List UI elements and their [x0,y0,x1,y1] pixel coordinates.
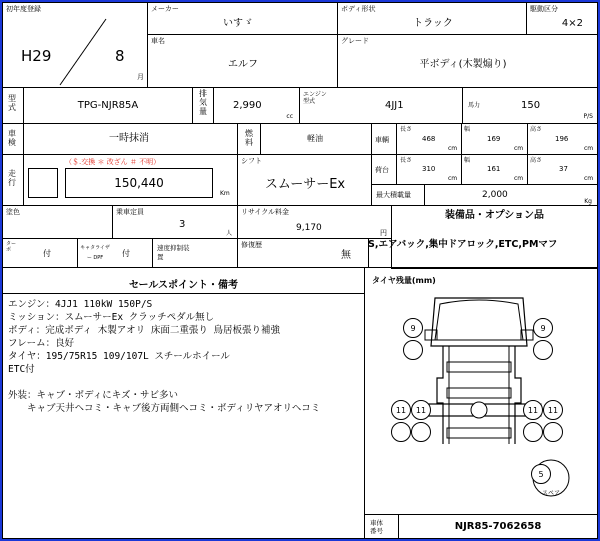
vehicle-length-unit: cm [448,145,458,152]
body-shape-label: ボディ形状 [341,5,376,13]
truck-chassis-diagram [365,268,597,514]
horsepower-value: 150 [521,100,541,111]
mileage-label: 走行 [8,169,16,187]
chassis-value: NJR85-7062658 [454,521,542,532]
engine-model-label: エンジン型式 [303,91,327,105]
first-registration-cell [2,2,148,88]
cargo-length-label: 長さ [400,157,413,164]
tire-front-left-ghost [403,340,423,360]
catalyzer-cell [77,238,153,268]
vehicle-length-value: 468 [422,135,436,143]
inspection-label: 車検 [8,129,16,147]
cargo-height-unit: cm [584,175,594,182]
cargo-width-value: 161 [487,165,501,173]
model-label: 型式 [8,94,16,112]
vehicle-height-label: 高さ [530,126,543,133]
cargo-height-value: 37 [559,165,568,173]
first-registration-era-year: H29 [21,47,52,65]
fuel-cell [237,123,372,155]
vehicle-dims-label: 車輌 [375,136,389,144]
horsepower-unit: P/S [583,113,593,120]
sales-point-line: タイヤ：195/75R15 109/107L スチールホイール [8,351,230,362]
vehicle-width-unit: cm [514,145,524,152]
vehicle-width-label: 幅 [464,126,471,133]
capacity-label: 乗車定員 [116,208,144,216]
inspection-cell [2,123,238,155]
mileage-notice: （＄.交換 ＊ 改ざん ＃ 不明） [65,158,161,166]
inspection-value: 一時抹消 [109,133,149,144]
turbo-value: 付 [43,249,51,258]
sales-point-line: ボディ：完成ボディ 木製アオリ 床面二重張り 鳥居板張り補強 [8,325,281,336]
recycle-fee-label: リサイクル料金 [241,208,290,216]
car-name-cell [147,34,338,88]
capacity-cell [112,205,238,239]
maker-value: いすゞ [223,18,253,29]
tire-rear-left-inner: 11 [411,400,431,420]
turbo-label: ターボ [6,241,17,253]
fuel-value: 軽油 [307,134,323,143]
equipment-value: S,エアバック,集中ドアロック,ETC,PMマフ [368,239,558,250]
speed-limiter-cell [152,238,238,268]
mileage-check-box [28,168,58,198]
first-registration-label: 初年度登録 [6,5,41,13]
grade-cell [337,34,598,88]
model-cell [2,87,193,124]
drive-value: 4×2 [561,18,583,29]
repair-history-cell [237,238,369,268]
horsepower-cell [462,87,598,124]
drive-cell [526,2,598,35]
recycle-fee-cell [237,205,392,239]
shift-value: スムーサーEx [264,177,346,192]
tire-rear-right-outer: 11 [543,400,563,420]
vehicle-length-label: 長さ [400,126,413,133]
fuel-label: 燃料 [245,129,253,147]
sales-point-line: ミッション：スムーサーEx クラッチペダル無し [8,312,215,323]
tire-panel-title: タイヤ残量(mm) [372,276,436,285]
capacity-unit: 人 [225,230,232,237]
repair-history-label: 修復歴 [241,241,262,249]
tire-rear-left-outer-ghost [391,422,411,442]
max-load-label: 最大積載量 [376,191,411,199]
sales-points-lines [8,298,363,415]
vehicle-dims-cell [371,123,598,155]
horsepower-label: 馬力 [468,102,481,109]
max-load-cell [371,184,598,206]
catalyzer-value: 付 [122,249,130,258]
first-registration-month: 8 [115,47,125,65]
cargo-width-unit: cm [514,175,524,182]
tire-rear-left-outer: 11 [391,400,411,420]
speed-limiter-label: 速度抑制装置 [157,244,190,261]
cargo-length-value: 310 [422,165,436,173]
vehicle-height-value: 196 [555,135,569,143]
equipment-value-row [368,238,598,252]
displacement-unit: cc [286,113,293,120]
equipment-cell [391,205,598,269]
model-value: TPG-NJR85A [77,100,139,111]
displacement-cell [192,87,300,124]
mileage-cell [2,154,238,206]
cargo-dims-label: 荷台 [375,166,389,174]
grade-value: 平ボディ(木製煽り) [419,59,507,70]
vehicle-height-unit: cm [584,145,594,152]
shift-cell [237,154,372,206]
repair-history-value: 無 [341,250,351,261]
color-cell [2,205,113,239]
chassis-cell [364,514,598,539]
tire-rear-right-outer-ghost [543,422,563,442]
max-load-value: 2,000 [482,190,508,200]
car-name-value: エルフ [228,59,258,70]
max-load-unit: Kg [584,198,592,205]
cargo-height-label: 高さ [530,157,543,164]
tire-rear-right-inner: 11 [523,400,543,420]
chassis-label: 車体番号 [370,519,383,535]
sales-point-line: ETC付 [8,364,35,375]
tire-rear-right-inner-ghost [523,422,543,442]
displacement-value: 2,990 [233,100,262,111]
registration-slash [58,17,108,87]
mileage-unit: Km [220,190,230,197]
sales-points-title: セールスポイント・備考 [128,280,239,291]
sales-point-line: キャブ天井ヘコミ・キャブ後方両側ヘコミ・ボディリヤアオリヘコミ [8,403,321,414]
shift-label: シフト [241,157,262,165]
cargo-dims-cell [371,154,598,185]
tire-front-right: 9 [533,318,553,338]
car-name-label: 車名 [151,37,165,45]
tire-spare: 5 [531,464,551,484]
sales-points-panel [2,267,365,539]
catalyzer-label: キャタライザー DPF [80,245,110,261]
tire-rear-left-inner-ghost [411,422,431,442]
month-unit: 月 [137,73,144,81]
mileage-value: 150,440 [114,176,164,190]
tire-front-left: 9 [403,318,423,338]
sales-point-line [8,376,363,389]
drive-label: 駆動区分 [530,5,558,13]
recycle-fee-value: 9,170 [296,223,322,233]
grade-label: グレード [341,37,369,45]
engine-model-cell [299,87,463,124]
vehicle-width-value: 169 [487,135,501,143]
body-shape-value: トラック [413,18,453,29]
mileage-value-box [65,168,213,198]
displacement-label: 排気量 [199,89,207,116]
recycle-fee-unit: 円 [380,229,387,237]
turbo-cell [2,238,78,268]
color-label: 塗色 [6,208,20,216]
cargo-width-label: 幅 [464,157,471,164]
cargo-length-unit: cm [448,175,458,182]
sales-point-line: 外装：キャブ・ボディにキズ・サビ多い [8,390,179,401]
spare-label: スペア [542,490,561,497]
equipment-label: 装備品・オプション品 [444,210,545,221]
maker-label: メーカー [151,5,179,13]
sales-point-line: フレーム：良好 [8,338,75,349]
maker-cell [147,2,338,35]
body-shape-cell [337,2,527,35]
capacity-value: 3 [179,219,186,230]
engine-model-value: 4JJ1 [385,100,404,111]
tire-panel [364,267,598,515]
sales-point-line: エンジン：4JJ1 110kW 150P/S [8,299,153,310]
tire-front-right-ghost [533,340,553,360]
